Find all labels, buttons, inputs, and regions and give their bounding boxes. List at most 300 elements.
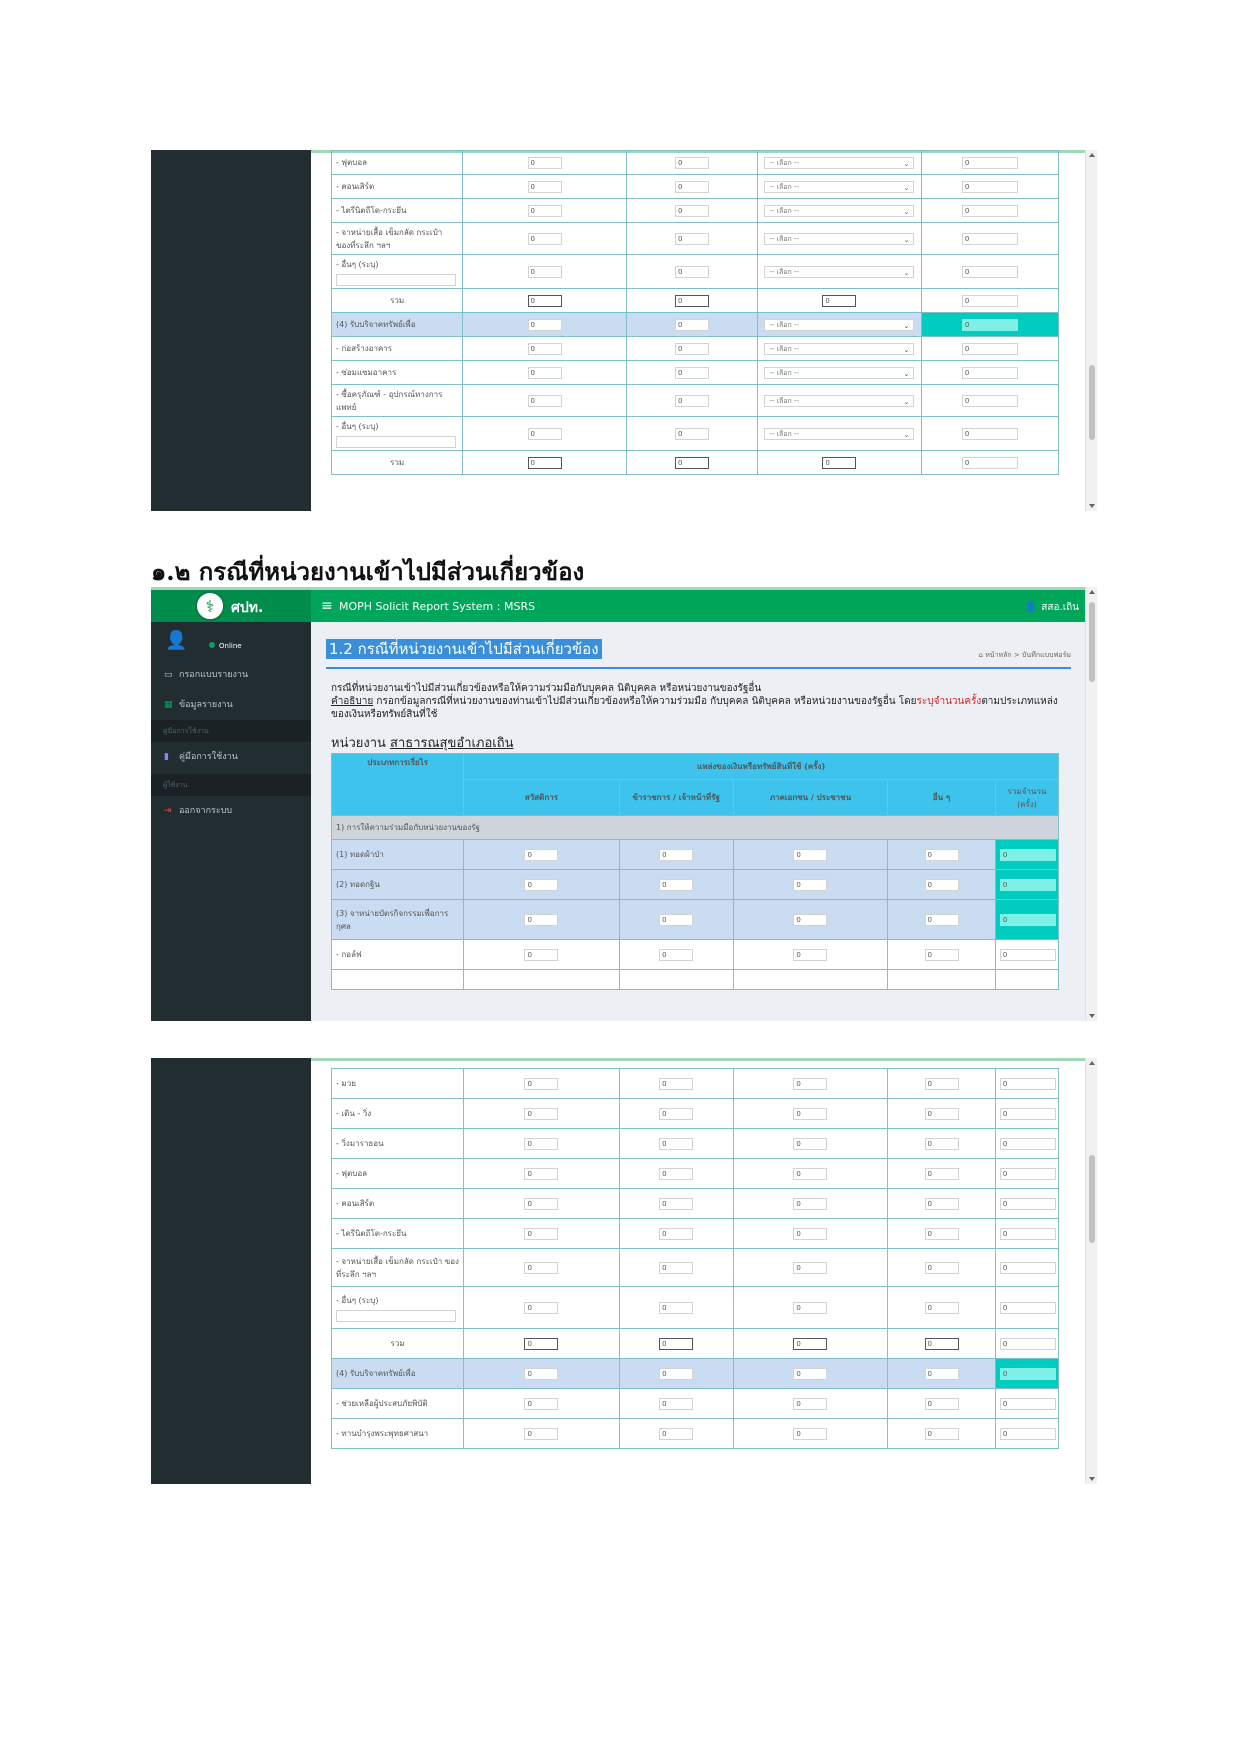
number-input[interactable]: 0 <box>524 1078 558 1090</box>
number-input[interactable]: 0 <box>925 949 959 961</box>
cell <box>463 313 627 337</box>
table-row <box>332 337 1059 361</box>
number-input[interactable]: 0 <box>1000 1368 1056 1380</box>
number-input[interactable]: 0 <box>793 1108 827 1120</box>
number-input[interactable]: 0 <box>793 1428 827 1440</box>
table-row <box>332 1359 1059 1389</box>
cell <box>995 1129 1058 1159</box>
number-input[interactable]: 0 <box>659 1228 693 1240</box>
row-label-text: - ฟุตบอล <box>336 158 368 167</box>
number-input[interactable]: 0 <box>524 1108 558 1120</box>
select-dropdown[interactable] <box>764 367 914 379</box>
select-placeholder: -- เลือก -- <box>769 320 800 329</box>
number-input[interactable]: 0 <box>925 1338 959 1350</box>
cell <box>733 870 888 900</box>
select-dropdown[interactable] <box>764 428 914 440</box>
col-welfare: สวัสดิการ <box>464 780 620 816</box>
row-label-text: (2) ทอดกฐิน <box>336 880 380 889</box>
cell <box>758 385 922 417</box>
cell <box>463 451 627 475</box>
cell <box>921 289 1058 313</box>
main-content <box>311 150 1085 511</box>
cell <box>626 361 757 385</box>
cell <box>619 1099 733 1129</box>
number-input[interactable]: 0 <box>962 205 1018 217</box>
number-input[interactable]: 0 <box>675 319 709 331</box>
select-dropdown[interactable] <box>764 181 914 193</box>
table-row <box>332 1389 1059 1419</box>
number-input[interactable]: 0 <box>925 879 959 891</box>
number-input[interactable]: 0 <box>962 157 1018 169</box>
col-official: ข้าราชการ / เจ้าหน้าที่รัฐ <box>619 780 733 816</box>
page-title: 1.2 กรณีที่หน่วยงานเข้าไปมีส่วนเกี่ยวข้อง <box>326 639 602 659</box>
cell <box>758 417 922 451</box>
number-input[interactable]: 0 <box>528 205 562 217</box>
cell <box>332 970 464 990</box>
number-input[interactable]: 0 <box>1000 1302 1056 1314</box>
number-input[interactable]: 0 <box>962 457 1018 469</box>
cell <box>619 1287 733 1329</box>
number-input[interactable]: 0 <box>925 1168 959 1180</box>
number-input[interactable]: 0 <box>659 849 693 861</box>
select-placeholder: -- เลือก -- <box>769 267 800 276</box>
cell <box>463 289 627 313</box>
cell <box>888 1189 996 1219</box>
number-input[interactable]: 0 <box>675 295 709 307</box>
scrollbar[interactable] <box>1085 1058 1097 1484</box>
number-input[interactable]: 0 <box>528 233 562 245</box>
cell <box>733 1069 888 1099</box>
chevron-down-icon: ⌄ <box>903 397 910 406</box>
cell <box>464 1129 620 1159</box>
select-dropdown[interactable] <box>764 233 914 245</box>
sidebar-item-manual[interactable] <box>151 744 311 770</box>
number-input[interactable]: 0 <box>822 295 856 307</box>
scrollbar[interactable] <box>1085 150 1097 511</box>
cell <box>921 385 1058 417</box>
breadcrumb[interactable] <box>979 650 1071 661</box>
cell <box>921 199 1058 223</box>
chevron-down-icon: ⌄ <box>903 235 910 244</box>
hamburger-menu-icon[interactable]: ≡ <box>321 598 333 614</box>
cell <box>888 1219 996 1249</box>
cell <box>888 1419 996 1449</box>
number-input[interactable]: 0 <box>659 1368 693 1380</box>
number-input[interactable]: 0 <box>1000 849 1056 861</box>
online-label: Online <box>219 642 242 650</box>
sidebar-item-report-data[interactable] <box>151 692 311 718</box>
select-placeholder: -- เลือก -- <box>769 182 800 191</box>
scroll-down-icon[interactable] <box>1089 1014 1095 1018</box>
number-input[interactable]: 0 <box>925 849 959 861</box>
number-input[interactable]: 0 <box>962 319 1018 331</box>
table-row <box>332 870 1059 900</box>
number-input[interactable]: 0 <box>675 181 709 193</box>
row-label <box>332 417 463 451</box>
number-input[interactable]: 0 <box>524 1198 558 1210</box>
cell <box>626 199 757 223</box>
cell <box>464 1249 620 1287</box>
sidebar-item-label: ข้อมูลรายงาน <box>179 700 233 710</box>
scroll-thumb[interactable] <box>1089 365 1095 440</box>
number-input[interactable]: 0 <box>659 1168 693 1180</box>
row-label-text: - จาหน่ายเสื้อ เข็มกลัด กระเป๋า ของที่ระลึก ฯลฯ <box>336 1256 459 1279</box>
row-label-text: รวม <box>390 296 405 305</box>
row-label-text: - อื่นๆ (ระบุ) <box>336 1295 379 1305</box>
number-input[interactable]: 0 <box>528 266 562 278</box>
number-input[interactable]: 0 <box>793 949 827 961</box>
cell <box>733 840 888 870</box>
col-group: แหล่งของเงินหรือทรัพย์สินที่ใช้ (ครั้ง) <box>464 754 1059 780</box>
number-input[interactable]: 0 <box>524 1398 558 1410</box>
number-input[interactable]: 0 <box>962 395 1018 407</box>
number-input[interactable]: 0 <box>1000 1262 1056 1274</box>
table-row <box>332 970 1059 990</box>
number-input[interactable]: 0 <box>793 1302 827 1314</box>
cell <box>995 1189 1058 1219</box>
sidebar <box>151 622 311 1021</box>
table-row <box>332 1069 1059 1099</box>
chevron-down-icon: ⌄ <box>903 345 910 354</box>
table-row <box>332 1099 1059 1129</box>
row-label-text: - กอล์ฟ <box>336 950 362 959</box>
number-input[interactable]: 0 <box>1000 914 1056 926</box>
number-input[interactable]: 0 <box>675 157 709 169</box>
report-table-1 <box>331 150 1059 475</box>
screenshot-3 <box>151 1058 1097 1484</box>
number-input[interactable]: 0 <box>524 1168 558 1180</box>
number-input[interactable]: 0 <box>793 1228 827 1240</box>
number-input[interactable]: 0 <box>528 395 562 407</box>
cell <box>758 199 922 223</box>
cell <box>464 1189 620 1219</box>
description-text: กรอกข้อมูลกรณีที่หน่วยงานของท่านเข้าไปมีส่วนเกี่ยวข้องหรือให้ความร่วมมือ กับบุคคล นิติบุคคล หรือหน่วยงานของรัฐอื่น โดย <box>373 696 917 707</box>
brand-text: ศปท. <box>231 600 264 616</box>
row-label-text: - ทานบำรุงพระพุทธศาสนา <box>336 1429 429 1438</box>
select-dropdown[interactable] <box>764 205 914 217</box>
cell <box>758 255 922 289</box>
table-row <box>332 451 1059 475</box>
cell <box>464 900 620 940</box>
number-input[interactable]: 0 <box>524 1428 558 1440</box>
other-specify-input[interactable] <box>336 1310 456 1322</box>
number-input[interactable]: 0 <box>1000 879 1056 891</box>
cell <box>758 451 922 475</box>
number-input[interactable]: 0 <box>962 295 1018 307</box>
select-dropdown[interactable] <box>764 319 914 331</box>
cell <box>619 1329 733 1359</box>
cell <box>463 337 627 361</box>
select-dropdown[interactable] <box>764 266 914 278</box>
number-input[interactable]: 0 <box>1000 1078 1056 1090</box>
number-input[interactable]: 0 <box>659 1198 693 1210</box>
scroll-thumb[interactable] <box>1089 1155 1095 1243</box>
cell <box>463 255 627 289</box>
number-input[interactable]: 0 <box>528 319 562 331</box>
table-row <box>332 1419 1059 1449</box>
cell <box>921 417 1058 451</box>
row-label <box>332 361 463 385</box>
cell <box>758 361 922 385</box>
number-input[interactable]: 0 <box>675 457 709 469</box>
select-dropdown[interactable] <box>764 395 914 407</box>
sidebar-item-label: ออกจากระบบ <box>179 806 233 816</box>
unit-label: หน่วยงาน <box>331 736 391 751</box>
number-input[interactable]: 0 <box>1000 1338 1056 1350</box>
cell <box>733 1159 888 1189</box>
number-input[interactable]: 0 <box>524 1228 558 1240</box>
number-input[interactable]: 0 <box>659 949 693 961</box>
row-label-text: - ก่อสร้างอาคาร <box>336 344 393 353</box>
number-input[interactable]: 0 <box>524 949 558 961</box>
cell <box>995 970 1058 990</box>
cell <box>995 1099 1058 1129</box>
number-input[interactable]: 0 <box>659 1398 693 1410</box>
sidebar-item-logout[interactable] <box>151 798 311 824</box>
row-label-text: - คอนเสิร์ต <box>336 182 375 191</box>
cell <box>888 1329 996 1359</box>
cell <box>619 1359 733 1389</box>
number-input[interactable]: 0 <box>524 1262 558 1274</box>
cell <box>758 289 922 313</box>
cell <box>921 361 1058 385</box>
number-input[interactable]: 0 <box>925 1078 959 1090</box>
cell <box>464 1389 620 1419</box>
chevron-down-icon: ⌄ <box>903 159 910 168</box>
number-input[interactable]: 0 <box>675 367 709 379</box>
row-label <box>332 337 463 361</box>
number-input[interactable]: 0 <box>962 428 1018 440</box>
number-input[interactable]: 0 <box>793 1198 827 1210</box>
number-input[interactable]: 0 <box>793 1262 827 1274</box>
cell <box>463 151 627 175</box>
cell <box>619 1069 733 1099</box>
number-input[interactable]: 0 <box>659 1108 693 1120</box>
number-input[interactable]: 0 <box>793 1368 827 1380</box>
scroll-up-icon[interactable] <box>1089 153 1095 157</box>
number-input[interactable]: 0 <box>675 395 709 407</box>
number-input[interactable]: 0 <box>793 1338 827 1350</box>
row-label <box>332 1189 464 1219</box>
number-input[interactable]: 0 <box>1000 1138 1056 1150</box>
number-input[interactable]: 0 <box>1000 1398 1056 1410</box>
number-input[interactable]: 0 <box>528 157 562 169</box>
number-input[interactable]: 0 <box>925 1138 959 1150</box>
number-input[interactable]: 0 <box>659 1302 693 1314</box>
brand[interactable] <box>151 590 311 622</box>
number-input[interactable]: 0 <box>524 1302 558 1314</box>
other-specify-input[interactable] <box>336 274 456 286</box>
number-input[interactable]: 0 <box>659 914 693 926</box>
number-input[interactable]: 0 <box>659 1428 693 1440</box>
section-label: 1) การให้ความร่วมมือกับหน่วยงานของรัฐ <box>332 816 1059 840</box>
ministry-logo-icon: ⚕ <box>195 591 225 621</box>
number-input[interactable]: 0 <box>659 1338 693 1350</box>
select-placeholder: -- เลือก -- <box>769 429 800 438</box>
row-label <box>332 199 463 223</box>
cell <box>619 900 733 940</box>
number-input[interactable]: 0 <box>1000 1198 1056 1210</box>
number-input[interactable]: 0 <box>793 1078 827 1090</box>
row-label <box>332 385 463 417</box>
number-input[interactable]: 0 <box>528 181 562 193</box>
other-specify-input[interactable] <box>336 436 456 448</box>
number-input[interactable]: 0 <box>659 1138 693 1150</box>
cell <box>733 1287 888 1329</box>
cell <box>888 1129 996 1159</box>
number-input[interactable]: 0 <box>925 1302 959 1314</box>
number-input[interactable]: 0 <box>524 1368 558 1380</box>
select-placeholder: -- เลือก -- <box>769 234 800 243</box>
number-input[interactable]: 0 <box>528 457 562 469</box>
cell <box>888 1359 996 1389</box>
number-input[interactable]: 0 <box>524 1338 558 1350</box>
number-input[interactable]: 0 <box>524 914 558 926</box>
sidebar-item-label: กรอกแบบรายงาน <box>179 670 249 680</box>
description-line-1: กรณีที่หน่วยงานเข้าไปมีส่วนเกี่ยวข้องหรือให้ความร่วมมือกับบุคคล นิติบุคคล หรือหน่วยงานของรัฐอื่น <box>331 683 762 694</box>
number-input[interactable]: 0 <box>528 367 562 379</box>
cell <box>758 337 922 361</box>
row-label-text: - มวย <box>336 1079 356 1088</box>
number-input[interactable]: 0 <box>925 1368 959 1380</box>
number-input[interactable]: 0 <box>962 181 1018 193</box>
scroll-up-icon[interactable] <box>1089 590 1095 594</box>
cell <box>464 870 620 900</box>
number-input[interactable]: 0 <box>528 343 562 355</box>
select-dropdown[interactable] <box>764 157 914 169</box>
number-input[interactable]: 0 <box>1000 1168 1056 1180</box>
row-label-text: (1) ทอดผ้าป่า <box>336 850 384 859</box>
sidebar-item-fill-report[interactable] <box>151 662 311 688</box>
number-input[interactable]: 0 <box>675 343 709 355</box>
number-input[interactable]: 0 <box>675 428 709 440</box>
cell <box>619 1419 733 1449</box>
number-input[interactable]: 0 <box>925 1398 959 1410</box>
scroll-down-icon[interactable] <box>1089 1477 1095 1481</box>
number-input[interactable]: 0 <box>793 1138 827 1150</box>
number-input[interactable]: 0 <box>793 849 827 861</box>
scrollbar[interactable] <box>1085 587 1097 1021</box>
scroll-up-icon[interactable] <box>1089 1061 1095 1065</box>
cell <box>464 970 620 990</box>
col-private: ภาคเอกชน / ประชาชน <box>733 780 888 816</box>
table-row <box>332 289 1059 313</box>
number-input[interactable]: 0 <box>675 266 709 278</box>
row-label <box>332 840 464 870</box>
select-placeholder: -- เลือก -- <box>769 344 800 353</box>
cell <box>464 840 620 870</box>
scroll-thumb[interactable] <box>1089 602 1095 682</box>
number-input[interactable]: 0 <box>524 879 558 891</box>
number-input[interactable]: 0 <box>1000 1228 1056 1240</box>
main-content <box>311 622 1085 1021</box>
number-input[interactable]: 0 <box>793 1398 827 1410</box>
number-input[interactable]: 0 <box>659 1262 693 1274</box>
number-input[interactable]: 0 <box>528 428 562 440</box>
cell <box>733 1329 888 1359</box>
row-label-text: รวม <box>390 1339 405 1348</box>
row-label <box>332 1389 464 1419</box>
number-input[interactable]: 0 <box>793 1168 827 1180</box>
cell <box>626 337 757 361</box>
number-input[interactable]: 0 <box>524 1138 558 1150</box>
number-input[interactable]: 0 <box>925 914 959 926</box>
cell <box>733 1249 888 1287</box>
number-input[interactable]: 0 <box>528 295 562 307</box>
row-label <box>332 1159 464 1189</box>
table-row <box>332 255 1059 289</box>
cell <box>733 1359 888 1389</box>
number-input[interactable]: 0 <box>925 1228 959 1240</box>
cell <box>995 1419 1058 1449</box>
cell <box>619 1129 733 1159</box>
cell <box>995 940 1058 970</box>
number-input[interactable]: 0 <box>822 457 856 469</box>
row-label <box>332 940 464 970</box>
number-input[interactable]: 0 <box>524 849 558 861</box>
scroll-down-icon[interactable] <box>1089 504 1095 508</box>
cell <box>921 337 1058 361</box>
number-input[interactable]: 0 <box>1000 1108 1056 1120</box>
number-input[interactable]: 0 <box>1000 1428 1056 1440</box>
cell <box>995 1359 1058 1389</box>
number-input[interactable]: 0 <box>925 1262 959 1274</box>
number-input[interactable]: 0 <box>675 205 709 217</box>
select-dropdown[interactable] <box>764 343 914 355</box>
row-label <box>332 175 463 199</box>
table-row <box>332 1287 1059 1329</box>
number-input[interactable]: 0 <box>659 879 693 891</box>
cell <box>888 900 996 940</box>
table-row <box>332 417 1059 451</box>
row-label-text: - ซ่อมแซมอาคาร <box>336 368 397 377</box>
number-input[interactable]: 0 <box>793 879 827 891</box>
number-input[interactable]: 0 <box>962 367 1018 379</box>
number-input[interactable]: 0 <box>925 1198 959 1210</box>
cell <box>464 940 620 970</box>
number-input[interactable]: 0 <box>925 1428 959 1440</box>
number-input[interactable]: 0 <box>962 233 1018 245</box>
number-input[interactable]: 0 <box>962 343 1018 355</box>
number-input[interactable]: 0 <box>962 266 1018 278</box>
user-menu[interactable] <box>1025 600 1079 615</box>
row-label <box>332 1219 464 1249</box>
row-label-text: - วิ่งมาราธอน <box>336 1139 384 1148</box>
cell <box>758 175 922 199</box>
cell <box>619 1249 733 1287</box>
cell <box>758 223 922 255</box>
chevron-down-icon: ⌄ <box>903 321 910 330</box>
number-input[interactable]: 0 <box>925 1108 959 1120</box>
cell <box>888 1287 996 1329</box>
chevron-down-icon: ⌄ <box>903 369 910 378</box>
cell <box>888 870 996 900</box>
number-input[interactable]: 0 <box>659 1078 693 1090</box>
number-input[interactable]: 0 <box>793 914 827 926</box>
row-label <box>332 151 463 175</box>
cell <box>464 1069 620 1099</box>
row-label <box>332 289 463 313</box>
row-label-text: - เดิน - วิ่ง <box>336 1109 372 1118</box>
cell <box>888 940 996 970</box>
sidebar <box>151 1058 311 1484</box>
row-label-text: - คอนเสิร์ต <box>336 1199 375 1208</box>
table-row <box>332 940 1059 970</box>
table-row <box>332 1249 1059 1287</box>
number-input[interactable]: 0 <box>675 233 709 245</box>
row-label <box>332 870 464 900</box>
number-input[interactable]: 0 <box>1000 949 1056 961</box>
